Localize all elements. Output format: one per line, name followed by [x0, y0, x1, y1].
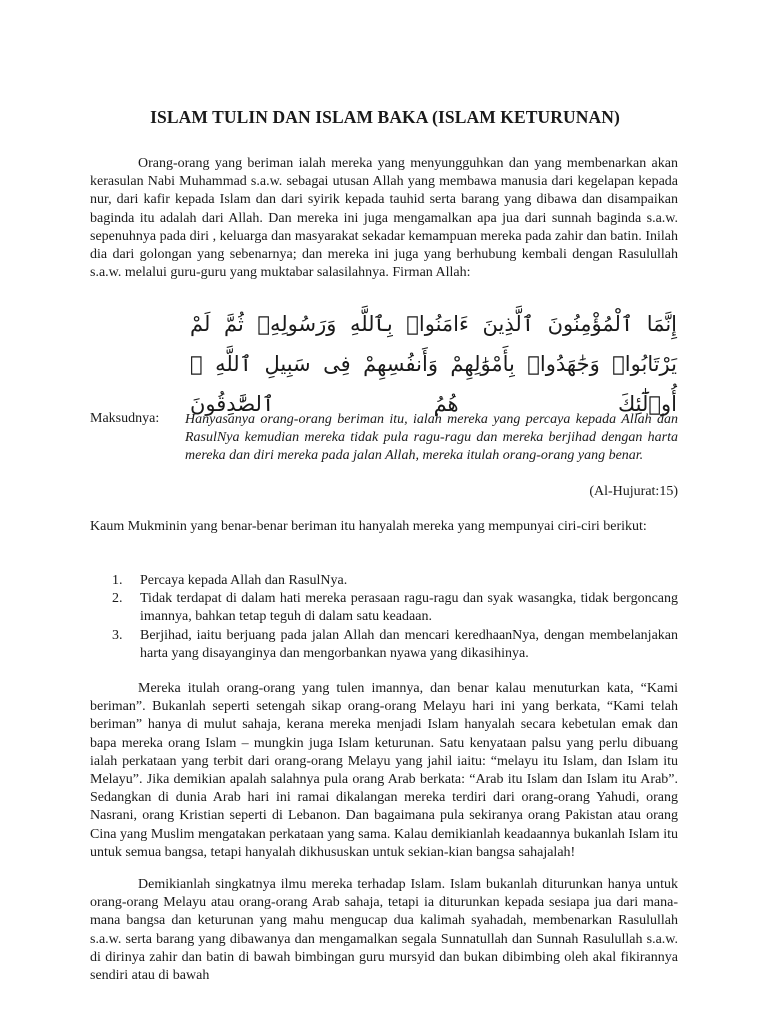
list-item-text: Percaya kepada Allah dan RasulNya. [140, 573, 348, 588]
list-item-number: 1. [112, 573, 123, 588]
list-item [90, 572, 678, 590]
body-paragraph-2: Mereka itulah orang-orang yang tulen imannya, dan benar kalau menuturkan kata, “Kami beriman”. Bukanlah seperti setengah sikap orang-orang Melayu hari ini yang berkata, “Kami telah beriman” hanya di mulut sahaja, kerana mereka menjadi Islam hanyalah secara kebetulan emak dan bapa mereka orang Islam – mungkin juga Islam keturunan. Satu kenyataan palsu yang perlu dibuang ialah perkataan yang terbit dari orang-orang Melayu yang jahil iaitu: “melayu itu Islam, dan Islam itu Melayu”. Jika demikian apalah salahnya pula orang Arab berkata: “Arab itu Islam dan Islam itu Arab”. Sedangkan di dunia Arab hari ini ramai dikalangan mereka terdiri dari orang-orang Yahudi, orang Nasrani, orang Kristian seperti di Lebanon. Dan bagaimana pula sekiranya orang Pakistan atau orang Cina yang Muslim mengatakan perkataan yang sama. Kalau demikianlah keadaannya bukanlah Islam itu untuk semua bangsa, tetapi hanyalah dikhususkan untuk sekian-kian bangsa sahajalah! [90, 681, 678, 860]
traits-list [90, 572, 678, 663]
verse-reference: (Al-Hujurat:15) [589, 484, 678, 499]
quran-verse-arabic: إِنَّمَا ٱلْمُؤْمِنُونَ ٱلَّذِينَ ءَامَنُوا۟ بِٱللَّهِ وَرَسُولِهِۦ ثُمَّ لَمْ يَرْتَابُوا۟ وَجَٰهَدُوا۟ بِأَمْوَٰلِهِمْ وَأَنفُسِهِمْ فِى سَبِيلِ ٱللَّهِ ۚ أُو۟لَٰٓئِكَ هُمُ ٱلصَّٰدِقُونَ [190, 312, 677, 416]
body-paragraph-3: Demikianlah singkatnya ilmu mereka terhadap Islam. Islam bukanlah diturunkan hanya untuk orang-orang Melayu atau orang-orang Arab sahaja, tetapi ia diturunkan kepada sesiapa jua dari mana-mana bangsa dan keturunan yang mahu mengucap dua kalimah syahadah, membenarkan Rasulullah s.a.w. serta barang yang dibawanya dan mengamalkan segala Sunnatullah dan Sunnah Rasulullah s.a.w. di dirinya zahir dan batin di bawah bimbingan guru mursyid dan bukan dibimbing oleh akal fikirannya sendiri atau di bawah [90, 877, 678, 984]
list-item-text: Tidak terdapat di dalam hati mereka perasaan ragu-ragu dan syak wasangka, tidak bergoncang imannya, bahkan tetap teguh di dalam satu keadaan. [140, 591, 678, 625]
intro-paragraph: Orang-orang yang beriman ialah mereka yang menyungguhkan dan yang membenarkan akan kerasulan Nabi Muhammad s.a.w. sebagai utusan Allah yang membawa manusia dari kegelapan kepada nur, dari kafir kepada Islam dan dari syirik kepada tauhid serta barang yang dibawa dan disampaikan baginda itu adalah dari Allah. Dan mereka ini juga mengamalkan apa jua dari sunnah baginda s.a.w. sepenuhnya pada diri , keluarga dan masyarakat sekadar kemampuan mereka pada zahir dan batin. Inilah dia dari golongan yang sebenarnya; dan mereka ini juga yang berhubung kembali dengan Rasulullah s.a.w. melalui guru-guru yang muktabar salasilahnya. Firman Allah: [90, 156, 678, 281]
list-item-number: 3. [112, 627, 123, 643]
list-item-text: Berjihad, iaitu berjuang pada jalan Allah dan mencari keredhaanNya, dengan membelanjakan harta yang disayanginya dan mengorbankan nyawa yang dikasihinya. [140, 627, 678, 661]
maksud-label: Maksudnya: [90, 411, 160, 426]
list-item-number: 2. [112, 591, 123, 607]
document-title: ISLAM TULIN DAN ISLAM BAKA (ISLAM KETURUNAN) [150, 107, 620, 127]
traits-intro: Kaum Mukminin yang benar-benar beriman itu hanyalah mereka yang mempunyai ciri-ciri berikut: [90, 519, 647, 534]
list-item [90, 627, 678, 663]
maksud-translation: Hanyasanya orang-orang beriman itu, ialah mereka yang percaya kepada Allah dan RasulNya kemudian mereka tidak pula ragu-ragu dan mereka berjihad dengan harta mereka dan diri mereka pada jalan Allah, mereka itulah orang-orang yang benar. [185, 412, 678, 464]
list-item [90, 590, 678, 626]
